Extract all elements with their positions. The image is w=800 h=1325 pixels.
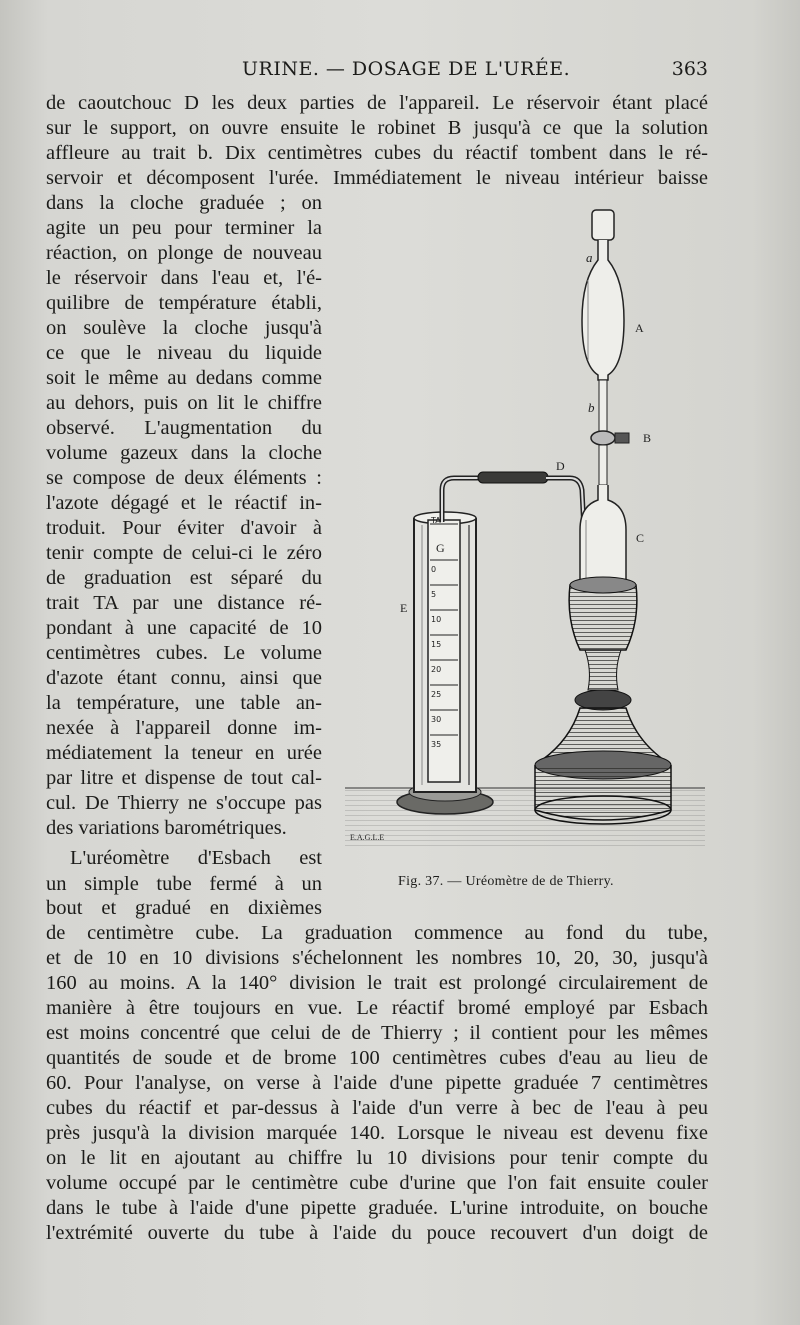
scale-mark: 5 [431,590,437,599]
text-line: manière à être toujours en vue. Le réactif bromé employé par Esbach [46,997,708,1019]
text-line: médiatement la teneur en urée [46,742,322,764]
text-line: 160 au moins. A la 140° division le trait est prolongé circulairement de [46,972,708,994]
text-line: servoir et décomposent l'urée. Immédiatement le niveau intérieur baisse [46,167,708,189]
label-b-lower: b [588,400,595,415]
scale-mark: 25 [431,690,442,699]
text-line: l'azote dégagé et le réactif in- [46,492,322,514]
text-line: cubes du réactif et par-dessus à l'aide d'un verre à bec de l'eau à peu [46,1097,708,1119]
text-line: quantités de soude et de brome 100 centimètres cubes d'eau au lieu de [46,1047,708,1069]
figure-caption: Fig. 37. — Uréomètre de de Thierry. [398,874,614,889]
text-line: trait TA par une distance ré- [46,592,322,614]
text-line: quilibre de température établi, [46,292,322,314]
ureometer-illustration [330,180,710,850]
label-c: C [636,531,645,545]
text-line: affleure au trait b. Dix centimètres cubes du réactif tombent dans le ré- [46,142,708,164]
scale-mark: 10 [431,615,442,624]
text-line: soit le même au dedans comme [46,367,322,389]
reservoir-c [580,485,626,590]
text-line: de caoutchouc D les deux parties de l'appareil. Le réservoir étant placé [46,92,708,114]
label-e: E [400,601,408,615]
text-line: et de 10 en 10 divisions s'échelonnent les nombres 10, 20, 30, jusqu'à [46,947,708,969]
text-line: cul. De Thierry ne s'occupe pas [46,792,322,814]
text-line: un simple tube fermé à un [46,873,322,895]
text-line: 60. Pour l'analyse, on verse à l'aide d'une pipette graduée 7 centimètres [46,1072,708,1094]
text-line: se compose de deux éléments : [46,467,322,489]
scale-mark: 35 [431,740,442,749]
text-line: dans le tube à l'aide d'une pipette graduée. L'urine introduite, on bouche [46,1197,708,1219]
label-b-upper: B [643,431,652,445]
stand [535,577,671,824]
text-line: centimètres cubes. Le volume [46,642,322,664]
label-d: D [556,459,565,473]
text-line: la température, une table an- [46,692,322,714]
text-line: de graduation est séparé du [46,567,322,589]
text-line: des variations barométriques. [46,817,287,839]
scale-mark: 30 [431,715,442,724]
scale-mark: 0 [431,565,437,574]
text-line: l'extrémité ouverte du tube à l'aide du pouce recouvert d'un doigt de [46,1222,708,1244]
text-line: nexée à l'appareil donne im- [46,717,322,739]
text-line: de centimètre cube. La graduation commence au fond du tube, [46,922,708,944]
text-line: d'azote étant connu, ainsi que [46,667,322,689]
text-line: volume gazeux dans la cloche [46,442,322,464]
text-line: troduit. Pour éviter d'avoir à [46,517,322,539]
label-a-lower: a [586,250,593,265]
text-line: on le lit en ajoutant au chiffre lu 10 divisions pour tenir compte du [46,1147,708,1169]
text-line: agite un peu pour terminer la [46,217,322,239]
text-line: dans la cloche graduée ; on [46,192,322,214]
text-line: près jusqu'à la division marquée 140. Lorsque le niveau est devenu fixe [46,1122,708,1144]
scale-mark: 20 [431,665,442,674]
label-ta: TA [431,516,441,525]
text-line: ce que le niveau du liquide [46,342,322,364]
running-title: URINE. — DOSAGE DE L'URÉE. [242,58,571,80]
text-line: sur le support, on ouvre ensuite le robinet B jusqu'à ce que la solution [46,117,708,139]
text-line: pondant à une capacité de 10 [46,617,322,639]
page-number: 363 [671,58,708,80]
text-line: volume occupé par le centimètre cube d'urine que l'on fait ensuite couler [46,1172,708,1194]
text-line: observé. L'augmentation du [46,417,322,439]
text-line: est moins concentré que celui de de Thierry ; il contient pour les mêmes [46,1022,708,1044]
engraver-signature: E.A.G.L.E [350,833,385,842]
text-line: bout et gradué en dixièmes [46,897,322,919]
text-line: L'uréomètre d'Esbach est [70,847,322,869]
text-line: réaction, on plonge de nouveau [46,242,322,264]
text-line: le réservoir dans l'eau et, l'é- [46,267,322,289]
text-line: par litre et dispense de tout cal- [46,767,322,789]
text-line: on soulève la cloche jusqu'à [46,317,322,339]
text-line: tenir compte de celui-ci le zéro [46,542,322,564]
text-line: au dehors, puis on lit le chiffre [46,392,322,414]
label-a-upper: A [635,321,644,335]
label-g: G [436,541,445,555]
running-header [46,58,708,84]
scale-mark: 15 [431,640,442,649]
